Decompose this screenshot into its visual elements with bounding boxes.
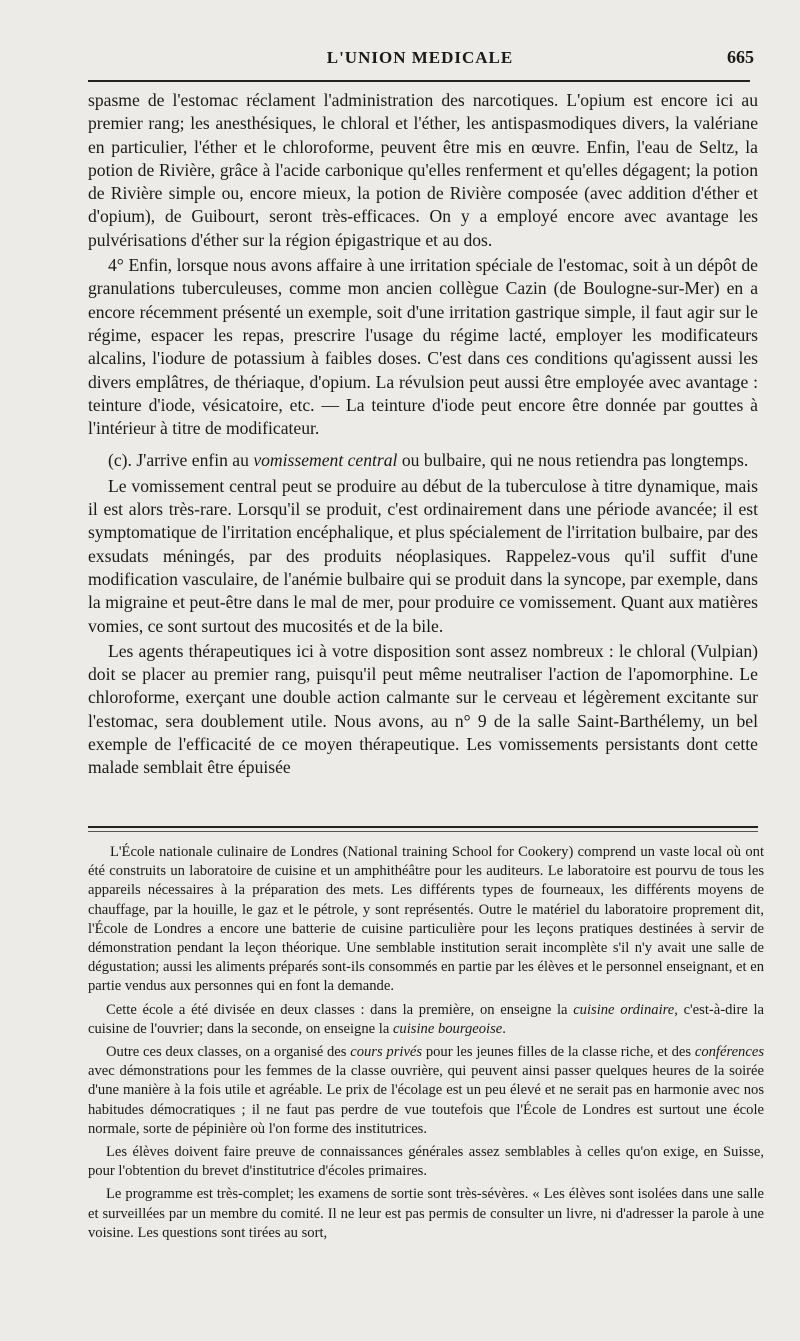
running-header (86, 44, 754, 74)
journal-title: L'UNION MEDICALE (326, 48, 514, 67)
text-run: avec démonstrations pour les femmes de la classe ouvrière, qui peuvent ainsi passer quelques heures de la soirée d'une manière à la fois utile et agréable. Le prix de l'écolage est un peu élevé et ne serait pas en harmonie avec nos habitudes démocratiques ; il ne faut pas perdre de vue toutefois que l'École de Londres est surtout une école normale, sorte de pépinière où l'on forme des institutrices. (88, 1063, 764, 1137)
text-run: Cette école a été divisée en deux classes : dans la première, on enseigne la (106, 1001, 574, 1018)
text-run: (c). J'arrive enfin au (108, 450, 254, 471)
main-text (88, 89, 758, 780)
page-number: 665 (727, 47, 754, 67)
paragraph: spasme de l'estomac réclament l'administration des narcotiques. L'opium est encore ici au premier rang; les anesthésiques, le chloral et l'éther, les antispasmodiques divers, la valériane en particulier, l'éther et le chloroforme, peuvent être mis en œuvre. Enfin, l'eau de Seltz, la potion de Rivière, grâce à l'acide carbonique qu'elles renferment et qu'elles dégagent; la potion de Rivière simple ou, encore mieux, la potion de Rivière composée (avec addition d'éther et d'opium), de Guibourt, seront très-efficaces. On y a employé encore avec avantage les pulvérisations d'éther sur la région épigastrique et au dos. (88, 90, 758, 250)
header-rule (88, 80, 750, 82)
note-paragraph: Le programme est très-complet; les examens de sortie sont très-sévères. « Les élèves sont isolées dans une salle et surveillées par un membre du comité. Il ne leur est pas permis de consulter un livre, ni d'adresser la parole à une voisine. Les questions sont tirées au sort, (88, 1186, 764, 1241)
note-paragraph (88, 1001, 764, 1039)
paragraph (88, 449, 758, 472)
text-run: ou bulbaire, qui ne nous retiendra pas longtemps. (397, 450, 749, 471)
emphasis-text: cours privés (350, 1044, 423, 1061)
footnote-text (88, 843, 764, 1247)
paragraph: Les agents thérapeutiques ici à votre disposition sont assez nombreux : le chloral (Vulpian) doit se placer au premier rang, puisqu'il peut même neutraliser l'action de l'apomorphine. Le chloroforme, exerçant une double action calmante sur le cerveau et légèrement excitante sur l'estomac, sera doublement utile. Nous avons, au n° 9 de la salle Saint-Barthélemy, un bel exemple de l'efficacité de ce moyen thérapeutique. Les vomissements persistants dont cette malade semblait être épuisée (88, 640, 758, 778)
note-paragraph: L'École nationale culinaire de Londres (National training School for Cookery) comprend un vaste local où ont été construits un laboratoire de cuisine et un amphithéâtre pour les auditeurs. Le laboratoire est pourvu de tous les appareils nécessaires à la préparation des mets. Les différents types de fourneaux, les différents moyens de chauffage, par la houille, le gaz et le pétrole, y sont représentés. Outre le matériel du laboratoire proprement dit, l'École de Londres a encore une batterie de cuisine particulière pour les leçons pratiques destinées à servir de démonstration pendant la leçon théorique. Une semblable institution serait incomplète s'il n'y avait une salle de dégustation; aussi les aliments préparés sont-ils consommés en partie par les élèves et le personnel enseignant, et en partie vendus aux personnes qui en font la demande. (88, 844, 764, 995)
text-run: Outre ces deux classes, on a organisé des (106, 1044, 351, 1061)
footnote-rule (88, 826, 758, 828)
paragraph: Le vomissement central peut se produire au début de la tuberculose à titre dynamique, mais il est alors très-rare. Lorsqu'il se produit, c'est ordinairement dans une période avancée; il est symptomatique de l'irritation encéphalique, et plus spécialement de l'irritation bulbaire, par des exsudats méningés, par des produits néoplasiques. Rappelez-vous qu'il suffit d'une modification vasculaire, de l'anémie bulbaire qui se produit dans la syncope, par exemple, dans la migraine et peut-être dans le mal de mer, pour produire ce vomissement. Quant aux matières vomies, ce sont surtout des mucosités et de la bile. (88, 475, 758, 636)
emphasis-text: cuisine ordinaire (573, 1001, 675, 1018)
text-run: , c'est-à-dire la cuisine de l'ouvrier; dans la seconde, on enseigne la (88, 1001, 764, 1037)
emphasis-text: conférences (694, 1044, 764, 1061)
footnote-rule-thin (88, 831, 758, 832)
text-run: pour les jeunes filles de la classe riche, et des (422, 1044, 695, 1061)
note-paragraph: Les élèves doivent faire preuve de connaissances générales assez semblables à celles qu'on exige, en Suisse, pour l'obtention du brevet d'institutrice d'écoles primaires. (88, 1144, 764, 1180)
paragraph: 4° Enfin, lorsque nous avons affaire à une irritation spéciale de l'estomac, soit à un dépôt de granulations tuberculeuses, comme mon ancien collègue Cazin (de Boulogne-sur-Mer) en a encore récemment présenté un exemple, soit d'une irritation gastrique simple, il faut agir sur le régime, espacer les repas, prescrire l'usage du régime lacté, employer les modificateurs alcalins, l'iodure de potassium à faibles doses. C'est dans ces conditions qu'agissent aussi les divers emplâtres, de thériaque, d'opium. La révulsion peut aussi être employée avec avantage : teinture d'iode, vésicatoire, etc. — La teinture d'iode peut encore être donnée par gouttes à l'intérieur à titre de modificateur. (88, 255, 758, 439)
emphasis-text: vomissement central (253, 450, 398, 471)
emphasis-text: cuisine bourgeoise (392, 1020, 503, 1037)
text-run: . (502, 1020, 506, 1037)
note-paragraph (88, 1043, 764, 1139)
